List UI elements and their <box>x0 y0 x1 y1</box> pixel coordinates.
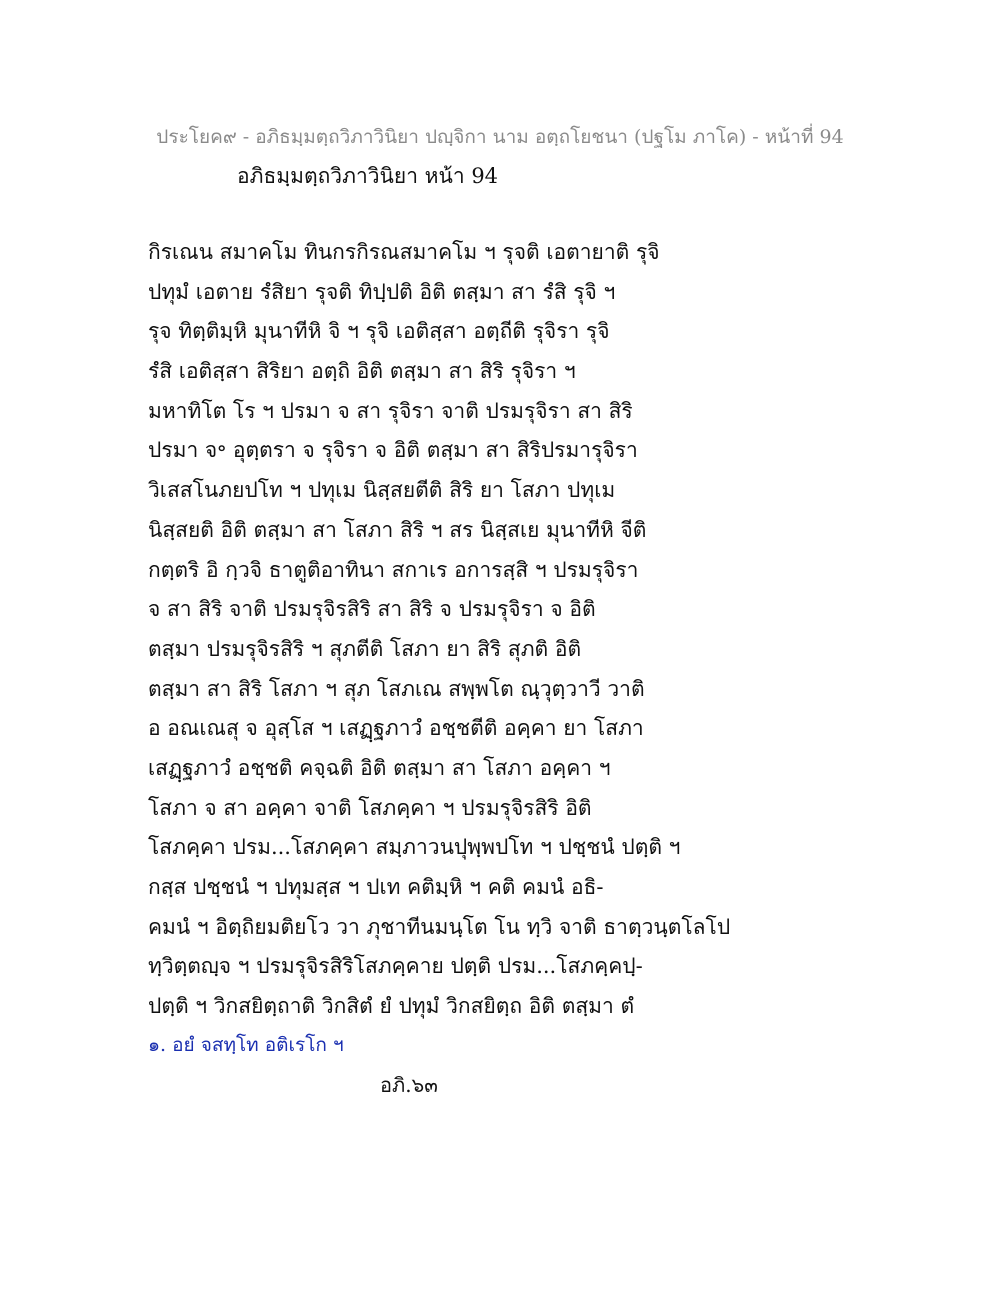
text-line: โสภา จ สา อคฺคา จาติ โสภคฺคา ฯ ปรมรุจิรสิริ อิติ <box>148 795 592 820</box>
text-line: กิรเณน สมาคโม ทินกรกิรณสมาคโม ฯ รุจติ เอตายาติ รุจิ <box>148 240 660 264</box>
page-reference: อภิ.๖๓ <box>380 1073 438 1097</box>
text-line: ปทุมํ เอตาย รํสิยา รุจติ ทิปฺปติ อิติ ตสฺมา สา รํสิ รุจิ ฯ <box>148 279 616 304</box>
body-text <box>148 233 848 1027</box>
text-line: กสฺส ปชฺชนํ ฯ ปทุมสฺส ฯ ปเท คติมฺหิ ฯ คติ คมนํ อธิ- <box>148 875 604 899</box>
text-line: อ อณเณสุ จ อุสฺโส ฯ เสฏฺฐภาวํ อชฺชตีติ อคฺคา ยา โสภา <box>148 716 644 741</box>
text-line: คมนํ ฯ อิตฺถิยมติยโว วา ภุชาทีนมนฺโต โน ทฺวิ จาติ ธาตฺวนฺตโลโป <box>148 914 731 939</box>
text-line: รํสิ เอติสฺสา สิริยา อตฺถิ อิติ ตสฺมา สา สิริ รุจิรา ฯ <box>148 359 576 384</box>
footnote: ๑. อยํ จสทฺโท อติเรโก ฯ <box>148 1034 344 1056</box>
text-line: ปตฺติ ฯ วิกสยิตฺถาติ วิกสิตํ ยํ ปทุมํ วิกสยิตฺถ อิติ ตสฺมา ตํ <box>148 994 635 1019</box>
text-line: นิสฺสยติ อิติ ตสฺมา สา โสภา สิริ ฯ สร นิสฺสเย มุนาทีหิ จีติ <box>148 517 647 542</box>
text-line: รุจ ทิตฺติมฺหิ มุนาทีหิ จิ ฯ รุจิ เอติสฺสา อตฺถีติ รุจิรา รุจิ <box>148 319 610 344</box>
text-line: ทฺวิตฺตญฺจ ฯ ปรมรุจิรสิริโสภคฺคาย ปตฺติ ปรม...โสภคฺคปฺ- <box>148 954 643 979</box>
text-line: กตฺตริ อิ กฺวจิ ธาตูติอาทินา สกาเร อการสฺสิ ฯ ปรมรุจิรา <box>148 557 639 582</box>
running-header: ประโยค๙ - อภิธมฺมตฺถวิภาวินิยา ปญฺจิกา นาม อตฺถโยชนา (ปฐโม ภาโค) - หน้าที่ 94 <box>156 126 844 148</box>
text-line: มหาทิโต โร ฯ ปรมา จ สา รุจิรา จาติ ปรมรุจิรา สา สิริ <box>148 398 633 423</box>
text-line: ปรมา จ॰ อุตฺตรา จ รุจิรา จ อิติ ตสฺมา สา สิริปรมารุจิรา <box>148 438 638 463</box>
text-line: โสภคฺคา ปรม...โสภคฺคา สมฺภาวนปุพฺพปโท ฯ ปชฺชนํ ปตฺติ ฯ <box>148 835 681 860</box>
text-line: ตสฺมา ปรมรุจิรสิริ ฯ สุภตีติ โสภา ยา สิริ สุภติ อิติ <box>148 636 582 661</box>
text-line: เสฏฺฐภาวํ อชฺชติ คจฺฉติ อิติ ตสฺมา สา โสภา อคฺคา ฯ <box>148 755 611 780</box>
text-line: ตสฺมา สา สิริ โสภา ฯ สุภ โสภเณ สพฺพโต ณฺวุตฺวาวี วาติ <box>148 676 645 701</box>
page-heading: อภิธมฺมตฺถวิภาวินิยา หน้า 94 <box>237 164 499 188</box>
text-line: วิเสสโนภยปโท ฯ ปทุเม นิสฺสยตีติ สิริ ยา โสภา ปทุเม <box>148 478 616 503</box>
text-line: จ สา สิริ จาติ ปรมรุจิรสิริ สา สิริ จ ปรมรุจิรา จ อิติ <box>148 597 596 622</box>
